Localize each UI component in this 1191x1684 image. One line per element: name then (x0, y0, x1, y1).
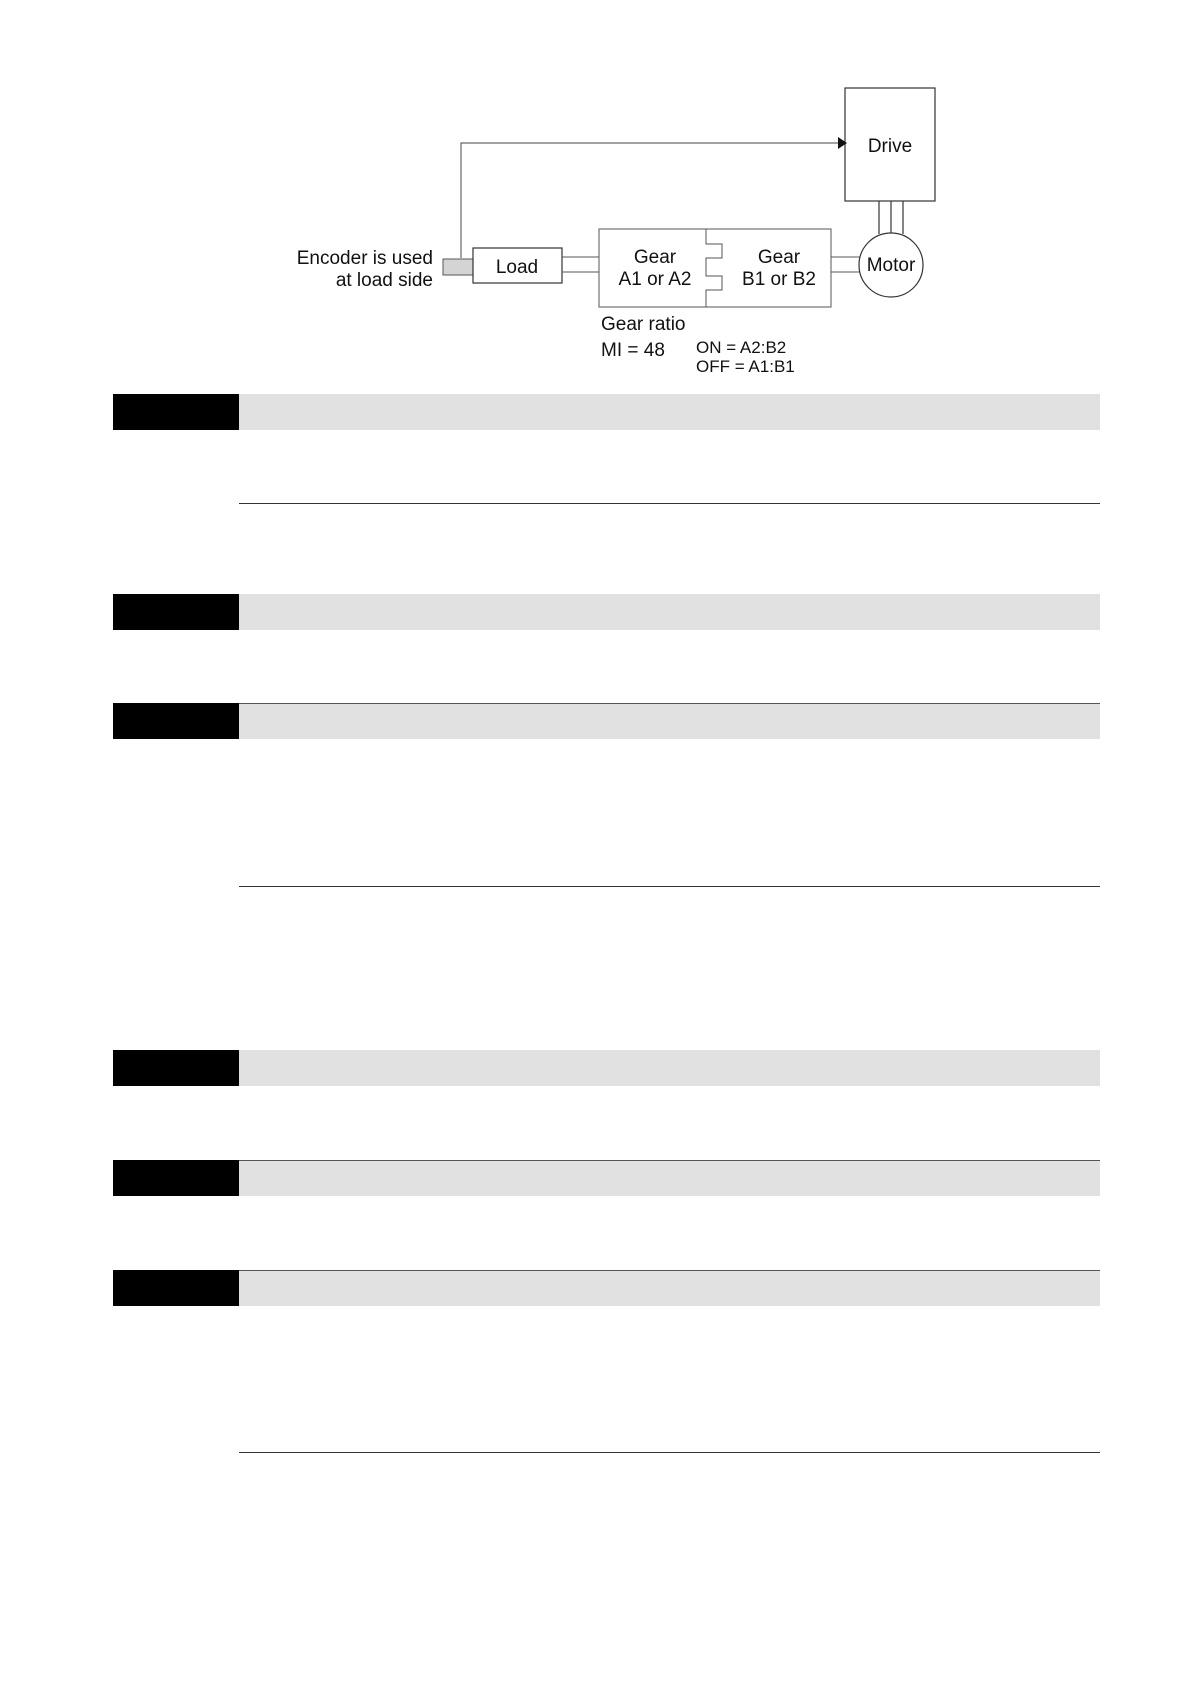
encoder-label-line2: at load side (335, 270, 433, 291)
section-band (239, 1160, 1100, 1196)
drive-motor-cables (879, 201, 903, 234)
load-box (473, 248, 562, 283)
gear-ratio-label: Gear ratio (601, 314, 686, 335)
section-topline (239, 1270, 1100, 1271)
motor (859, 233, 923, 297)
section-tag (113, 703, 239, 739)
section-band (239, 703, 1100, 739)
section-band (239, 594, 1100, 630)
section-topline (239, 703, 1100, 704)
gearbox (599, 229, 831, 307)
section-header-1 (113, 394, 1100, 430)
off-label: OFF = A1:B1 (696, 357, 795, 376)
section-tag (113, 594, 239, 630)
section-band (239, 1270, 1100, 1306)
section-divider (239, 886, 1100, 887)
gear-b-label-line2: B1 or B2 (742, 269, 816, 290)
encoder-block (443, 259, 473, 275)
drive-box (845, 88, 935, 201)
section-header-6 (113, 1270, 1100, 1306)
shaft-load-gear (562, 257, 599, 272)
section-divider (239, 503, 1100, 504)
section-header-5 (113, 1160, 1100, 1196)
on-label: ON = A2:B2 (696, 338, 787, 357)
motor-label: Motor (866, 255, 916, 276)
drive-label: Drive (867, 136, 913, 157)
load-label: Load (495, 257, 539, 278)
section-divider (239, 1452, 1100, 1453)
shaft-gear-motor (831, 257, 862, 272)
gear-a-label-line1: Gear (633, 247, 677, 268)
section-header-4 (113, 1050, 1100, 1086)
section-tag (113, 1160, 239, 1196)
mi-label: MI = 48 (601, 340, 665, 361)
gear-b-label-line1: Gear (757, 247, 801, 268)
encoder-label-line1: Encoder is used (296, 248, 433, 269)
section-tag (113, 1270, 239, 1306)
gear-ratio-diagram (0, 0, 1191, 390)
section-header-3 (113, 703, 1100, 739)
section-band (239, 394, 1100, 430)
section-band (239, 1050, 1100, 1086)
section-topline (239, 1160, 1100, 1161)
section-tag (113, 1050, 239, 1086)
section-header-2 (113, 594, 1100, 630)
gear-a-label-line2: A1 or A2 (618, 269, 692, 290)
section-tag (113, 394, 239, 430)
